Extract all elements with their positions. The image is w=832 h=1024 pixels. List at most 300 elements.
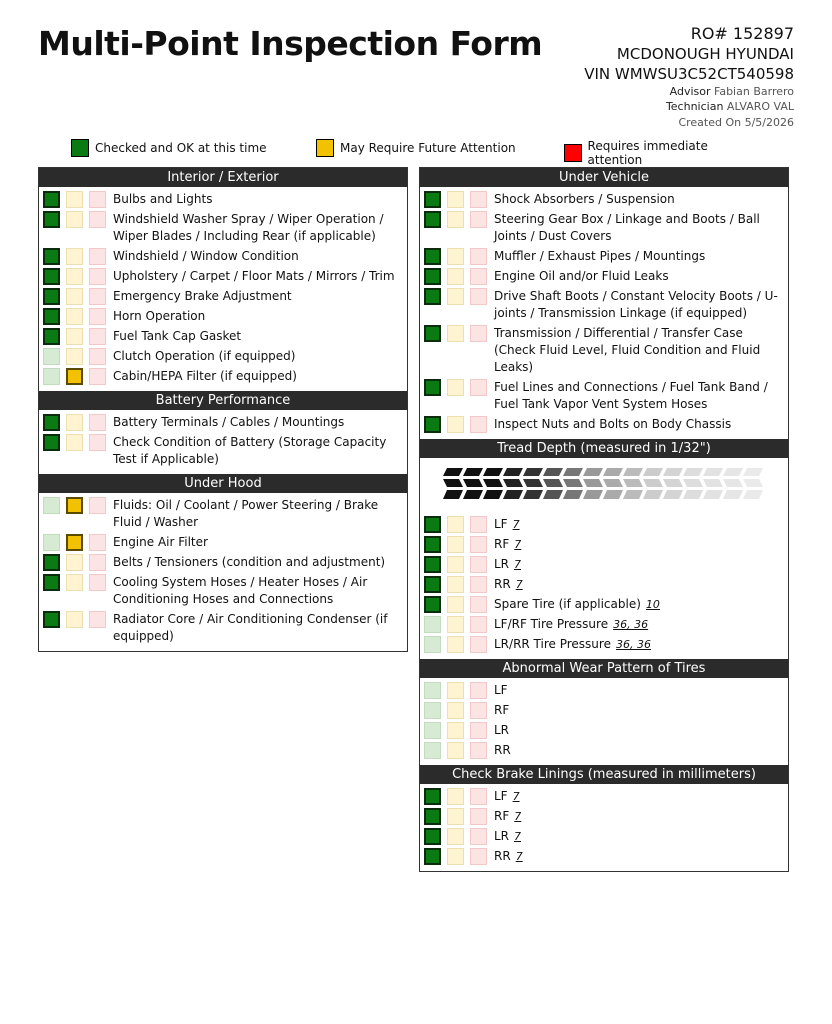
advisor-label: Advisor <box>669 85 711 99</box>
tread-segment <box>703 490 723 499</box>
item-label <box>494 742 511 759</box>
ok-checkbox[interactable] <box>424 325 441 342</box>
item-label <box>494 596 660 613</box>
immediate-checkbox[interactable] <box>470 742 487 759</box>
inspection-item <box>39 554 407 571</box>
status-boxes <box>424 616 494 633</box>
immediate-checkbox[interactable] <box>470 268 487 285</box>
item-label <box>494 702 509 719</box>
legend-future-label: May Require Future Attention <box>340 141 516 155</box>
tread-segment <box>723 468 743 476</box>
future-checkbox[interactable] <box>66 497 83 514</box>
item-label-text: Engine Air Filter <box>113 535 208 549</box>
item-label <box>494 788 520 805</box>
section-tread <box>420 512 788 659</box>
item-label <box>113 328 241 345</box>
tread-segment <box>603 468 623 476</box>
item-label-text: Drive Shaft Boots / Constant Velocity Boots / U-joints / Transmission Linkage (if equipped) <box>494 289 778 320</box>
immediate-checkbox[interactable] <box>89 414 106 431</box>
item-label <box>494 516 520 533</box>
ok-checkbox[interactable] <box>43 308 60 325</box>
immediate-checkbox[interactable] <box>470 379 487 396</box>
status-boxes <box>424 788 494 805</box>
ok-checkbox[interactable] <box>424 636 441 653</box>
immediate-checkbox[interactable] <box>470 576 487 593</box>
item-label-text: Clutch Operation (if equipped) <box>113 349 296 363</box>
future-checkbox[interactable] <box>66 348 83 365</box>
future-checkbox[interactable] <box>447 556 464 573</box>
ok-checkbox[interactable] <box>43 248 60 265</box>
section-hood <box>39 493 407 651</box>
immediate-checkbox[interactable] <box>89 368 106 385</box>
ok-checkbox[interactable] <box>424 828 441 845</box>
status-boxes <box>424 556 494 573</box>
status-boxes <box>424 379 494 396</box>
immediate-checkbox[interactable] <box>89 611 106 628</box>
future-checkbox[interactable] <box>66 574 83 591</box>
item-label-text: Transmission / Differential / Transfer Case (Check Fluid Level, Fluid Condition and Fluid Leaks) <box>494 326 761 374</box>
status-boxes <box>424 211 494 228</box>
item-label <box>494 616 648 633</box>
tread-segment <box>523 468 543 476</box>
item-measurement: 7 <box>515 578 523 591</box>
tread-segment <box>683 490 703 499</box>
inspection-item <box>420 556 788 573</box>
tread-segment <box>563 479 583 487</box>
tread-segment <box>543 468 563 476</box>
immediate-checkbox[interactable] <box>470 516 487 533</box>
ok-checkbox[interactable] <box>424 288 441 305</box>
item-label-text: Inspect Nuts and Bolts on Body Chassis <box>494 417 732 431</box>
ok-checkbox[interactable] <box>424 248 441 265</box>
section-interior <box>39 187 407 391</box>
legend-future <box>316 139 516 157</box>
item-label-text: RF <box>494 809 510 823</box>
future-checkbox[interactable] <box>66 248 83 265</box>
status-boxes <box>43 288 113 305</box>
item-label-text: Shock Absorbers / Suspension <box>494 192 675 206</box>
tread-segment <box>703 479 723 487</box>
status-boxes <box>424 722 494 739</box>
section-header-brakes: Check Brake Linings (measured in millimeters) <box>420 765 788 784</box>
inspection-item <box>420 576 788 593</box>
inspection-item <box>39 414 407 431</box>
ok-checkbox[interactable] <box>43 434 60 451</box>
inspection-item <box>420 848 788 865</box>
future-checkbox[interactable] <box>447 379 464 396</box>
future-checkbox[interactable] <box>66 328 83 345</box>
item-label <box>113 554 385 571</box>
inspection-item <box>39 611 407 645</box>
status-boxes <box>424 288 494 305</box>
tread-segment <box>543 479 563 487</box>
status-boxes <box>424 808 494 825</box>
status-boxes <box>424 742 494 759</box>
ok-checkbox[interactable] <box>43 348 60 365</box>
tread-segment <box>503 490 523 499</box>
inspection-item <box>420 788 788 805</box>
ok-checkbox[interactable] <box>424 596 441 613</box>
inspection-item <box>420 379 788 413</box>
future-checkbox[interactable] <box>447 808 464 825</box>
ok-checkbox[interactable] <box>424 211 441 228</box>
future-checkbox[interactable] <box>447 288 464 305</box>
ok-checkbox[interactable] <box>424 616 441 633</box>
item-label <box>113 434 403 468</box>
inspection-item <box>39 574 407 608</box>
immediate-checkbox[interactable] <box>89 248 106 265</box>
item-label-text: LR <box>494 723 510 737</box>
item-label-text: RF <box>494 537 510 551</box>
future-checkbox[interactable] <box>447 325 464 342</box>
tread-segment <box>443 490 463 499</box>
future-checkbox[interactable] <box>447 211 464 228</box>
header-info <box>584 24 794 129</box>
legend-immediate-swatch <box>564 144 582 162</box>
item-label-text: Fuel Tank Cap Gasket <box>113 329 242 343</box>
tread-segment <box>443 468 463 476</box>
immediate-checkbox[interactable] <box>470 596 487 613</box>
tread-segment <box>623 479 643 487</box>
tread-segment <box>723 490 743 499</box>
tread-segment <box>603 490 623 499</box>
ok-checkbox[interactable] <box>424 379 441 396</box>
status-boxes <box>424 848 494 865</box>
immediate-checkbox[interactable] <box>89 191 106 208</box>
inspection-item <box>39 534 407 551</box>
immediate-checkbox[interactable] <box>89 554 106 571</box>
ok-checkbox[interactable] <box>43 368 60 385</box>
item-label-text: Muffler / Exhaust Pipes / Mountings <box>494 249 706 263</box>
ok-checkbox[interactable] <box>424 788 441 805</box>
status-boxes <box>424 536 494 553</box>
immediate-checkbox[interactable] <box>89 328 106 345</box>
technician-value: ALVARO VAL <box>726 100 794 114</box>
immediate-checkbox[interactable] <box>470 722 487 739</box>
inspection-item <box>39 497 407 531</box>
future-checkbox[interactable] <box>447 596 464 613</box>
ok-checkbox[interactable] <box>43 191 60 208</box>
item-measurement: 7 <box>512 518 520 531</box>
tread-segment <box>623 468 643 476</box>
section-battery <box>39 410 407 474</box>
item-label <box>494 379 784 413</box>
ok-checkbox[interactable] <box>424 556 441 573</box>
future-checkbox[interactable] <box>66 211 83 228</box>
vin-value: WMWSU3C52CT540598 <box>614 65 794 84</box>
status-boxes <box>43 574 113 591</box>
ok-checkbox[interactable] <box>43 554 60 571</box>
ok-checkbox[interactable] <box>424 702 441 719</box>
status-boxes <box>43 368 113 385</box>
ok-checkbox[interactable] <box>424 268 441 285</box>
tread-segment <box>443 479 463 487</box>
item-label <box>113 348 295 365</box>
immediate-checkbox[interactable] <box>470 848 487 865</box>
inspection-item <box>420 682 788 699</box>
item-measurement: 10 <box>645 598 660 611</box>
future-checkbox[interactable] <box>66 191 83 208</box>
item-label-text: Radiator Core / Air Conditioning Condenser (if equipped) <box>113 612 388 643</box>
tread-segment <box>583 468 603 476</box>
future-checkbox[interactable] <box>66 368 83 385</box>
item-label-text: Battery Terminals / Cables / Mountings <box>113 415 345 429</box>
future-checkbox[interactable] <box>447 848 464 865</box>
immediate-checkbox[interactable] <box>470 191 487 208</box>
immediate-checkbox[interactable] <box>470 416 487 433</box>
future-checkbox[interactable] <box>447 616 464 633</box>
ok-checkbox[interactable] <box>43 497 60 514</box>
tread-segment <box>523 479 543 487</box>
tread-segment <box>483 479 503 487</box>
item-label <box>113 288 292 305</box>
future-checkbox[interactable] <box>66 554 83 571</box>
item-label-text: RR <box>494 577 511 591</box>
tread-segment <box>583 479 603 487</box>
immediate-checkbox[interactable] <box>89 574 106 591</box>
immediate-checkbox[interactable] <box>470 556 487 573</box>
status-boxes <box>43 611 113 628</box>
status-boxes <box>424 248 494 265</box>
immediate-checkbox[interactable] <box>89 211 106 228</box>
item-label <box>113 414 344 431</box>
status-boxes <box>43 248 113 265</box>
status-boxes <box>43 534 113 551</box>
section-wear <box>420 678 788 765</box>
ok-checkbox[interactable] <box>424 416 441 433</box>
future-checkbox[interactable] <box>447 722 464 739</box>
item-label-text: Cabin/HEPA Filter (if equipped) <box>113 369 297 383</box>
item-measurement: 36, 36 <box>613 618 649 631</box>
tread-segment <box>483 468 503 476</box>
future-checkbox[interactable] <box>447 248 464 265</box>
tread-segment <box>503 479 523 487</box>
advisor-line <box>584 85 794 98</box>
item-label-text: Horn Operation <box>113 309 206 323</box>
item-label-text: Emergency Brake Adjustment <box>113 289 292 303</box>
immediate-checkbox[interactable] <box>470 325 487 342</box>
future-checkbox[interactable] <box>447 828 464 845</box>
future-checkbox[interactable] <box>447 416 464 433</box>
section-header-under-vehicle: Under Vehicle <box>420 168 788 187</box>
item-label-text: Belts / Tensioners (condition and adjustment) <box>113 555 386 569</box>
section-header-wear: Abnormal Wear Pattern of Tires <box>420 659 788 678</box>
immediate-checkbox[interactable] <box>470 636 487 653</box>
future-checkbox[interactable] <box>447 682 464 699</box>
status-boxes <box>43 414 113 431</box>
status-boxes <box>43 348 113 365</box>
item-label-text: Windshield / Window Condition <box>113 249 299 263</box>
inspection-item <box>420 211 788 245</box>
ok-checkbox[interactable] <box>424 576 441 593</box>
status-boxes <box>43 554 113 571</box>
section-header-interior: Interior / Exterior <box>39 168 407 187</box>
ok-checkbox[interactable] <box>424 742 441 759</box>
inspection-item <box>420 596 788 613</box>
future-checkbox[interactable] <box>447 536 464 553</box>
section-header-hood: Under Hood <box>39 474 407 493</box>
status-boxes <box>43 328 113 345</box>
status-boxes <box>424 636 494 653</box>
technician-line <box>584 100 794 113</box>
dealer-name: MCDONOUGH HYUNDAI <box>616 45 794 64</box>
immediate-checkbox[interactable] <box>470 616 487 633</box>
tread-segment <box>683 479 703 487</box>
immediate-checkbox[interactable] <box>470 702 487 719</box>
ok-checkbox[interactable] <box>43 611 60 628</box>
immediate-checkbox[interactable] <box>89 268 106 285</box>
immediate-checkbox[interactable] <box>470 808 487 825</box>
item-label <box>113 248 299 265</box>
tread-segment <box>683 468 703 476</box>
status-boxes <box>424 828 494 845</box>
future-checkbox[interactable] <box>66 434 83 451</box>
immediate-checkbox[interactable] <box>470 682 487 699</box>
ok-checkbox[interactable] <box>43 328 60 345</box>
inspection-item <box>39 308 407 325</box>
ok-checkbox[interactable] <box>43 414 60 431</box>
item-label-text: LF <box>494 683 508 697</box>
inspection-item <box>420 828 788 845</box>
immediate-checkbox[interactable] <box>470 248 487 265</box>
status-boxes <box>43 497 113 514</box>
item-label-text: Check Condition of Battery (Storage Capacity Test if Applicable) <box>113 435 387 466</box>
ro-number: RO# 152897 <box>690 24 794 43</box>
future-checkbox[interactable] <box>66 611 83 628</box>
future-checkbox[interactable] <box>66 268 83 285</box>
immediate-checkbox[interactable] <box>89 534 106 551</box>
inspection-item <box>420 636 788 653</box>
item-label <box>494 416 731 433</box>
item-label <box>494 848 523 865</box>
item-label <box>113 308 205 325</box>
future-checkbox[interactable] <box>66 414 83 431</box>
immediate-checkbox[interactable] <box>470 828 487 845</box>
ok-checkbox[interactable] <box>43 268 60 285</box>
item-label-text: LR <box>494 557 510 571</box>
inspection-item <box>39 191 407 208</box>
item-label <box>494 288 784 322</box>
tread-segment <box>543 490 563 499</box>
future-checkbox[interactable] <box>447 636 464 653</box>
ok-checkbox[interactable] <box>424 516 441 533</box>
future-checkbox[interactable] <box>66 288 83 305</box>
form-title: Multi-Point Inspection Form <box>38 24 543 63</box>
future-checkbox[interactable] <box>447 788 464 805</box>
item-label-text: Fuel Lines and Connections / Fuel Tank Band / Fuel Tank Vapor Vent System Hoses <box>494 380 768 411</box>
item-label <box>113 534 208 551</box>
immediate-checkbox[interactable] <box>89 308 106 325</box>
ok-checkbox[interactable] <box>424 682 441 699</box>
future-checkbox[interactable] <box>66 534 83 551</box>
item-label <box>494 325 784 376</box>
inspection-item <box>420 516 788 533</box>
created-date: Created On 5/5/2026 <box>678 115 794 129</box>
future-checkbox[interactable] <box>66 308 83 325</box>
future-checkbox[interactable] <box>447 516 464 533</box>
immediate-checkbox[interactable] <box>470 211 487 228</box>
tread-segment <box>703 468 723 476</box>
tread-segment <box>503 468 523 476</box>
inspection-item <box>420 808 788 825</box>
ok-checkbox[interactable] <box>424 722 441 739</box>
item-label <box>113 211 403 245</box>
future-checkbox[interactable] <box>447 576 464 593</box>
tread-segment <box>523 490 543 499</box>
inspection-item <box>39 288 407 305</box>
ok-checkbox[interactable] <box>43 534 60 551</box>
future-checkbox[interactable] <box>447 742 464 759</box>
item-measurement: 7 <box>512 790 520 803</box>
ok-checkbox[interactable] <box>424 536 441 553</box>
status-legend <box>71 139 761 167</box>
tread-segment <box>463 490 483 499</box>
inspection-item <box>420 702 788 719</box>
future-checkbox[interactable] <box>447 268 464 285</box>
immediate-checkbox[interactable] <box>89 497 106 514</box>
immediate-checkbox[interactable] <box>470 536 487 553</box>
item-label <box>494 536 521 553</box>
status-boxes <box>424 268 494 285</box>
status-boxes <box>43 268 113 285</box>
inspection-item <box>420 536 788 553</box>
inspection-item <box>420 191 788 208</box>
tread-segment <box>663 479 683 487</box>
ok-checkbox[interactable] <box>43 574 60 591</box>
legend-future-swatch <box>316 139 334 157</box>
ok-checkbox[interactable] <box>424 848 441 865</box>
future-checkbox[interactable] <box>447 191 464 208</box>
tread-segment <box>743 490 763 499</box>
ok-checkbox[interactable] <box>424 808 441 825</box>
item-label-text: Fluids: Oil / Coolant / Power Steering / Brake Fluid / Washer <box>113 498 379 529</box>
item-label <box>113 191 212 208</box>
ok-checkbox[interactable] <box>424 191 441 208</box>
immediate-checkbox[interactable] <box>470 288 487 305</box>
tread-segment <box>583 490 603 499</box>
tread-segment <box>643 479 663 487</box>
legend-immediate-label: Requires immediate attention <box>587 139 708 167</box>
immediate-checkbox[interactable] <box>470 788 487 805</box>
tread-segment <box>643 490 663 499</box>
tread-segment <box>743 479 763 487</box>
inspection-item <box>39 434 407 468</box>
item-label-text: Upholstery / Carpet / Floor Mats / Mirrors / Trim <box>113 269 395 283</box>
legend-ok <box>71 139 267 157</box>
status-boxes <box>424 702 494 719</box>
tread-segment <box>743 468 763 476</box>
inspection-item <box>420 416 788 433</box>
immediate-checkbox[interactable] <box>89 348 106 365</box>
item-label-text: Cooling System Hoses / Heater Hoses / Air Conditioning Hoses and Connections <box>113 575 368 606</box>
item-label-text: LR/RR Tire Pressure <box>494 637 611 651</box>
item-label <box>494 248 705 265</box>
item-measurement: 7 <box>514 558 522 571</box>
item-measurement: 7 <box>514 810 522 823</box>
status-boxes <box>424 576 494 593</box>
item-label-text: LF <box>494 517 508 531</box>
ok-checkbox[interactable] <box>43 211 60 228</box>
ok-checkbox[interactable] <box>43 288 60 305</box>
immediate-checkbox[interactable] <box>89 288 106 305</box>
inspection-item <box>39 211 407 245</box>
item-label-text: LF <box>494 789 508 803</box>
future-checkbox[interactable] <box>447 702 464 719</box>
status-boxes <box>424 682 494 699</box>
tread-segment <box>723 479 743 487</box>
immediate-checkbox[interactable] <box>89 434 106 451</box>
tread-segment <box>463 468 483 476</box>
